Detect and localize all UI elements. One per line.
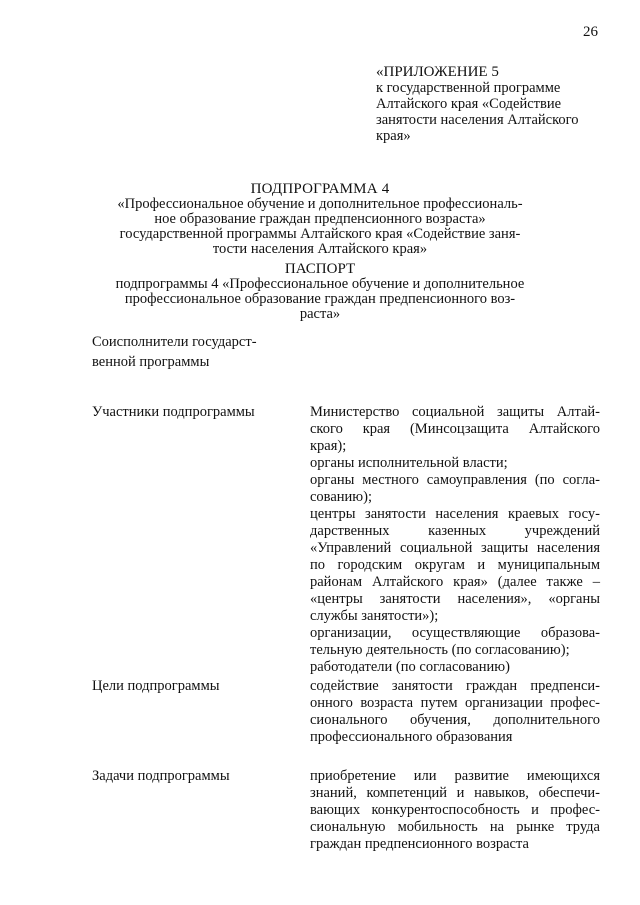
row-value-line: Министерство социальной защиты Алтай- [310, 404, 600, 420]
subprogram-line: ное образование граждан предпенсионного возраста» [154, 211, 486, 227]
row-value [310, 768, 600, 853]
row-value-line: тельную деятельность (по согласованию); [310, 642, 570, 658]
row-value-line: сиональную мобильность на рынке труда [310, 819, 600, 835]
row-label-line: венной программы [92, 354, 210, 370]
row-value-line: вающих конкурентоспособность и профес- [310, 802, 600, 818]
row-label [92, 402, 282, 422]
row-value-line: приобретение или развитие имеющихся [310, 768, 600, 784]
row-value-line: ского края (Минсоцзащита Алтайского [310, 421, 600, 437]
row-label [92, 332, 282, 372]
appendix-title: «ПРИЛОЖЕНИЕ 5 [376, 64, 499, 80]
row-value-line: районам Алтайского края» (далее также – [310, 574, 600, 590]
appendix-line: к государственной программе [376, 80, 561, 96]
row-value-line: службы занятости»); [310, 608, 439, 624]
row-value-line: органы местного самоуправления (по согла- [310, 472, 600, 488]
appendix-line: края» [376, 128, 411, 144]
row-value [310, 678, 600, 746]
row-value [310, 404, 600, 676]
appendix-line: Алтайского края «Содействие [376, 96, 562, 112]
row-value-line: содействие занятости граждан предпенси- [310, 678, 600, 694]
row-value-line: знаний, компетенций и навыков, обеспечи- [310, 785, 600, 801]
page-number: 26 [583, 24, 598, 40]
subprogram-line: государственной программы Алтайского края «Содействие заня- [119, 226, 521, 242]
row-value-line: «Управлений социальной защиты населения [310, 540, 600, 556]
subprogram-heading [60, 182, 580, 257]
passport-line: профессиональное образование граждан предпенсионного воз- [124, 291, 516, 307]
row-value-line: края); [310, 438, 347, 454]
row-label-line: Соисполнители государст- [92, 334, 257, 350]
row-value-line: органы исполнительной власти; [310, 455, 508, 471]
row-value-line: сованию); [310, 489, 372, 505]
row-value-line: центры занятости населения краевых госу- [310, 506, 600, 522]
row-value-line: работодатели (по согласованию) [310, 659, 510, 675]
subprogram-line: «Профессиональное обучение и дополнительное профессиональ- [117, 196, 523, 212]
appendix-block [376, 64, 608, 144]
passport-line: раста» [299, 306, 341, 322]
subprogram-line: тости населения Алтайского края» [212, 241, 428, 257]
passport-title: ПАСПОРТ [284, 261, 356, 277]
row-value-line: по городским округам и муниципальным [310, 557, 600, 573]
row-value-line: «центры занятости населения», «органы [310, 591, 600, 607]
row-label-line: Задачи подпрограммы [92, 768, 230, 784]
row-value-line: организации, осуществляющие образова- [310, 625, 600, 641]
subprogram-title: ПОДПРОГРАММА 4 [250, 181, 390, 197]
row-label-line: Участники подпрограммы [92, 404, 255, 420]
appendix-line: занятости населения Алтайского [376, 112, 579, 128]
row-label [92, 676, 282, 696]
row-label-line: Цели подпрограммы [92, 678, 220, 694]
row-value-line: сионального обучения, дополнительного [310, 712, 600, 728]
passport-line: подпрограммы 4 «Профессиональное обучение и дополнительное [115, 276, 525, 292]
passport-heading [60, 262, 580, 322]
row-label [92, 766, 282, 786]
row-value-line: онного возраста путем организации профес- [310, 695, 600, 711]
row-value-line: дарственных казенных учреждений [310, 523, 600, 539]
row-value-line: граждан предпенсионного возраста [310, 836, 529, 852]
row-value-line: профессионального образования [310, 729, 513, 745]
